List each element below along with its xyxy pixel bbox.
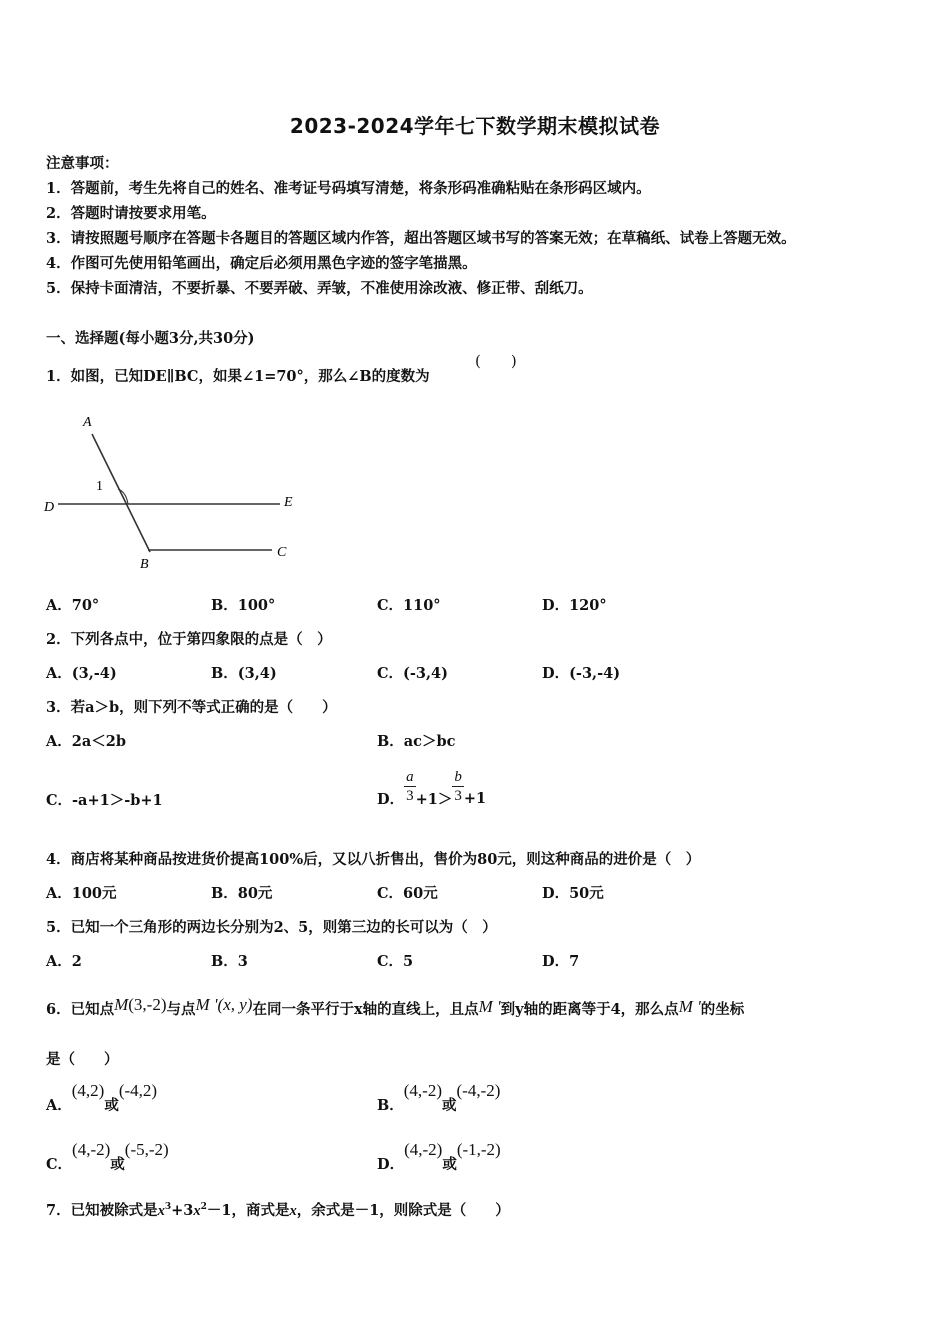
q4-option-d[interactable]: D．50元 — [542, 885, 604, 902]
q4-option-c[interactable]: C．60元 — [377, 885, 438, 902]
coord-2: (-5,-2) — [124, 1140, 169, 1159]
q4-option-b[interactable]: B．80元 — [211, 885, 273, 902]
point-m-prime: M ' — [478, 997, 501, 1016]
q4-option-a[interactable]: A．100元 — [46, 885, 117, 902]
question-2-stem: 2．下列各点中，位于第四象限的点是（ ） — [46, 631, 332, 648]
q5-option-a[interactable]: A．2 — [46, 953, 82, 970]
point-m: M — [114, 995, 129, 1014]
q1-option-a[interactable]: A．70° — [46, 597, 100, 614]
or-text: 或 — [104, 1097, 119, 1114]
label-C: C — [277, 545, 287, 560]
q3-option-d-end: +1 — [463, 790, 487, 807]
question-1-figure — [40, 408, 310, 578]
q6-option-a[interactable] — [46, 1080, 158, 1114]
exp-2: 2 — [200, 1202, 207, 1213]
q6-text-5: 的坐标 — [700, 1001, 745, 1018]
point-m-prime: M ' — [195, 995, 218, 1014]
notice-item: 4．作图可先使用铅笔画出，确定后必须用黑色字迹的签字笔描黑。 — [46, 255, 477, 272]
q6-text-3: 在同一条平行于x轴的直线上，且点 — [252, 1001, 479, 1018]
q7-text-3: ，余式是－1，则除式是（ ） — [296, 1202, 510, 1219]
page-title: 2023-2024学年七下数学期末模拟试卷 — [289, 114, 661, 138]
label-B: B — [140, 557, 149, 572]
q5-option-c[interactable]: C．5 — [377, 953, 414, 970]
coord-2: (-4,2) — [118, 1081, 158, 1100]
q6-text-1: 6．已知点 — [46, 1001, 115, 1018]
q6-text-4: 到y轴的距离等于4，那么点 — [500, 1001, 679, 1018]
q6-text-2: 与点 — [166, 1001, 196, 1018]
q5-option-b[interactable]: B．3 — [211, 953, 248, 970]
q2-option-c[interactable]: C．(-3,4) — [377, 665, 449, 682]
coord-2: (-4,-2) — [456, 1081, 501, 1100]
q2-option-a[interactable]: A．(3,-4) — [46, 665, 117, 682]
q3-option-c[interactable]: C．-a+1＞-b+1 — [46, 792, 163, 809]
exp-3: 3 — [164, 1202, 172, 1213]
q1-option-b[interactable]: B．100° — [211, 597, 276, 614]
notice-heading: 注意事项： — [46, 155, 119, 172]
coord-1: (4,2) — [71, 1081, 105, 1100]
option-label: A． — [46, 1097, 72, 1114]
question-6-stem — [46, 995, 745, 1019]
question-4-stem: 4．商店将某种商品按进货价提高100%后，又以八折售出，售价为80元，则这种商品的进价是（ ） — [46, 851, 701, 868]
notice-item: 3．请按照题号顺序在答题卡各题目的答题区域内作答，超出答题区域书写的答案无效；在草稿纸、试卷上答题无效。 — [46, 230, 796, 247]
question-3-stem: 3．若a＞b，则下列不等式正确的是（ ） — [46, 699, 337, 716]
q7-text-1: 7．已知被除式是 — [46, 1202, 158, 1219]
q1-option-d[interactable]: D．120° — [542, 597, 607, 614]
label-D: D — [44, 500, 55, 515]
point-m-coord: (3,-2) — [128, 995, 167, 1014]
q3-option-d-label: D． — [377, 791, 405, 808]
q2-option-b[interactable]: B．(3,4) — [211, 665, 277, 682]
denominator: 3 — [454, 788, 462, 804]
q7-text-2: －1，商式是 — [206, 1202, 290, 1219]
or-text: 或 — [110, 1156, 125, 1173]
label-1: 1 — [96, 479, 103, 494]
option-label: C． — [46, 1156, 73, 1173]
fraction-b-over-3 — [452, 768, 464, 805]
var-x: x — [193, 1203, 201, 1219]
question-6-stem-line-2: 是（ ） — [46, 1051, 119, 1068]
q6-option-c[interactable] — [46, 1139, 169, 1173]
q3-option-d[interactable] — [377, 764, 486, 809]
or-text: 或 — [442, 1156, 457, 1173]
point-m-prime-coord: (x, y) — [217, 995, 253, 1014]
notice-item: 5．保持卡面清洁，不要折暴、不要弄破、弄皱，不准使用涂改液、修正带、刮纸刀。 — [46, 280, 593, 297]
notice-item: 1．答题前，考生先将自己的姓名、准考证号码填写清楚，将条形码准确粘贴在条形码区域内。 — [46, 180, 651, 197]
coord-1: (4,-2) — [72, 1140, 111, 1159]
fraction-a-over-3 — [404, 768, 416, 805]
coord-2: (-1,-2) — [456, 1140, 501, 1159]
option-label: B． — [377, 1097, 404, 1114]
q2-option-d[interactable]: D．(-3,-4) — [542, 665, 621, 682]
coord-1: (4,-2) — [403, 1081, 442, 1100]
numerator: a — [406, 769, 414, 785]
notice-item: 2．答题时请按要求用笔。 — [46, 205, 216, 222]
q6-option-d[interactable] — [377, 1139, 501, 1173]
q3-option-b[interactable]: B．ac＞bc — [377, 733, 456, 750]
numerator: b — [454, 769, 462, 785]
label-E: E — [284, 495, 293, 510]
var-x: x — [289, 1203, 297, 1219]
q5-option-d[interactable]: D．7 — [542, 953, 580, 970]
option-label: D． — [377, 1156, 405, 1173]
coord-1: (4,-2) — [404, 1140, 443, 1159]
question-5-stem: 5．已知一个三角形的两边长分别为2、5，则第三边的长可以为（ ） — [46, 919, 497, 936]
section-heading: 一、选择题(每小题3分,共30分) — [46, 330, 255, 347]
question-7-stem — [46, 1199, 510, 1220]
q6-option-b[interactable] — [377, 1080, 501, 1114]
q1-option-c[interactable]: C．110° — [377, 597, 441, 614]
q3-option-d-mid: +1＞ — [415, 791, 453, 808]
point-m-prime: M ' — [678, 997, 701, 1016]
question-1-stem: 1．如图，已知DE∥BC，如果∠1=70°，那么∠B的度数为 — [46, 368, 430, 385]
question-1-answer-paren: ( ) — [475, 352, 517, 370]
label-A: A — [83, 415, 92, 430]
or-text: 或 — [442, 1097, 457, 1114]
denominator: 3 — [406, 788, 414, 804]
var-x: x — [157, 1203, 165, 1219]
q7-plus: +3 — [171, 1202, 194, 1219]
q3-option-a[interactable]: A．2a＜2b — [46, 733, 126, 750]
